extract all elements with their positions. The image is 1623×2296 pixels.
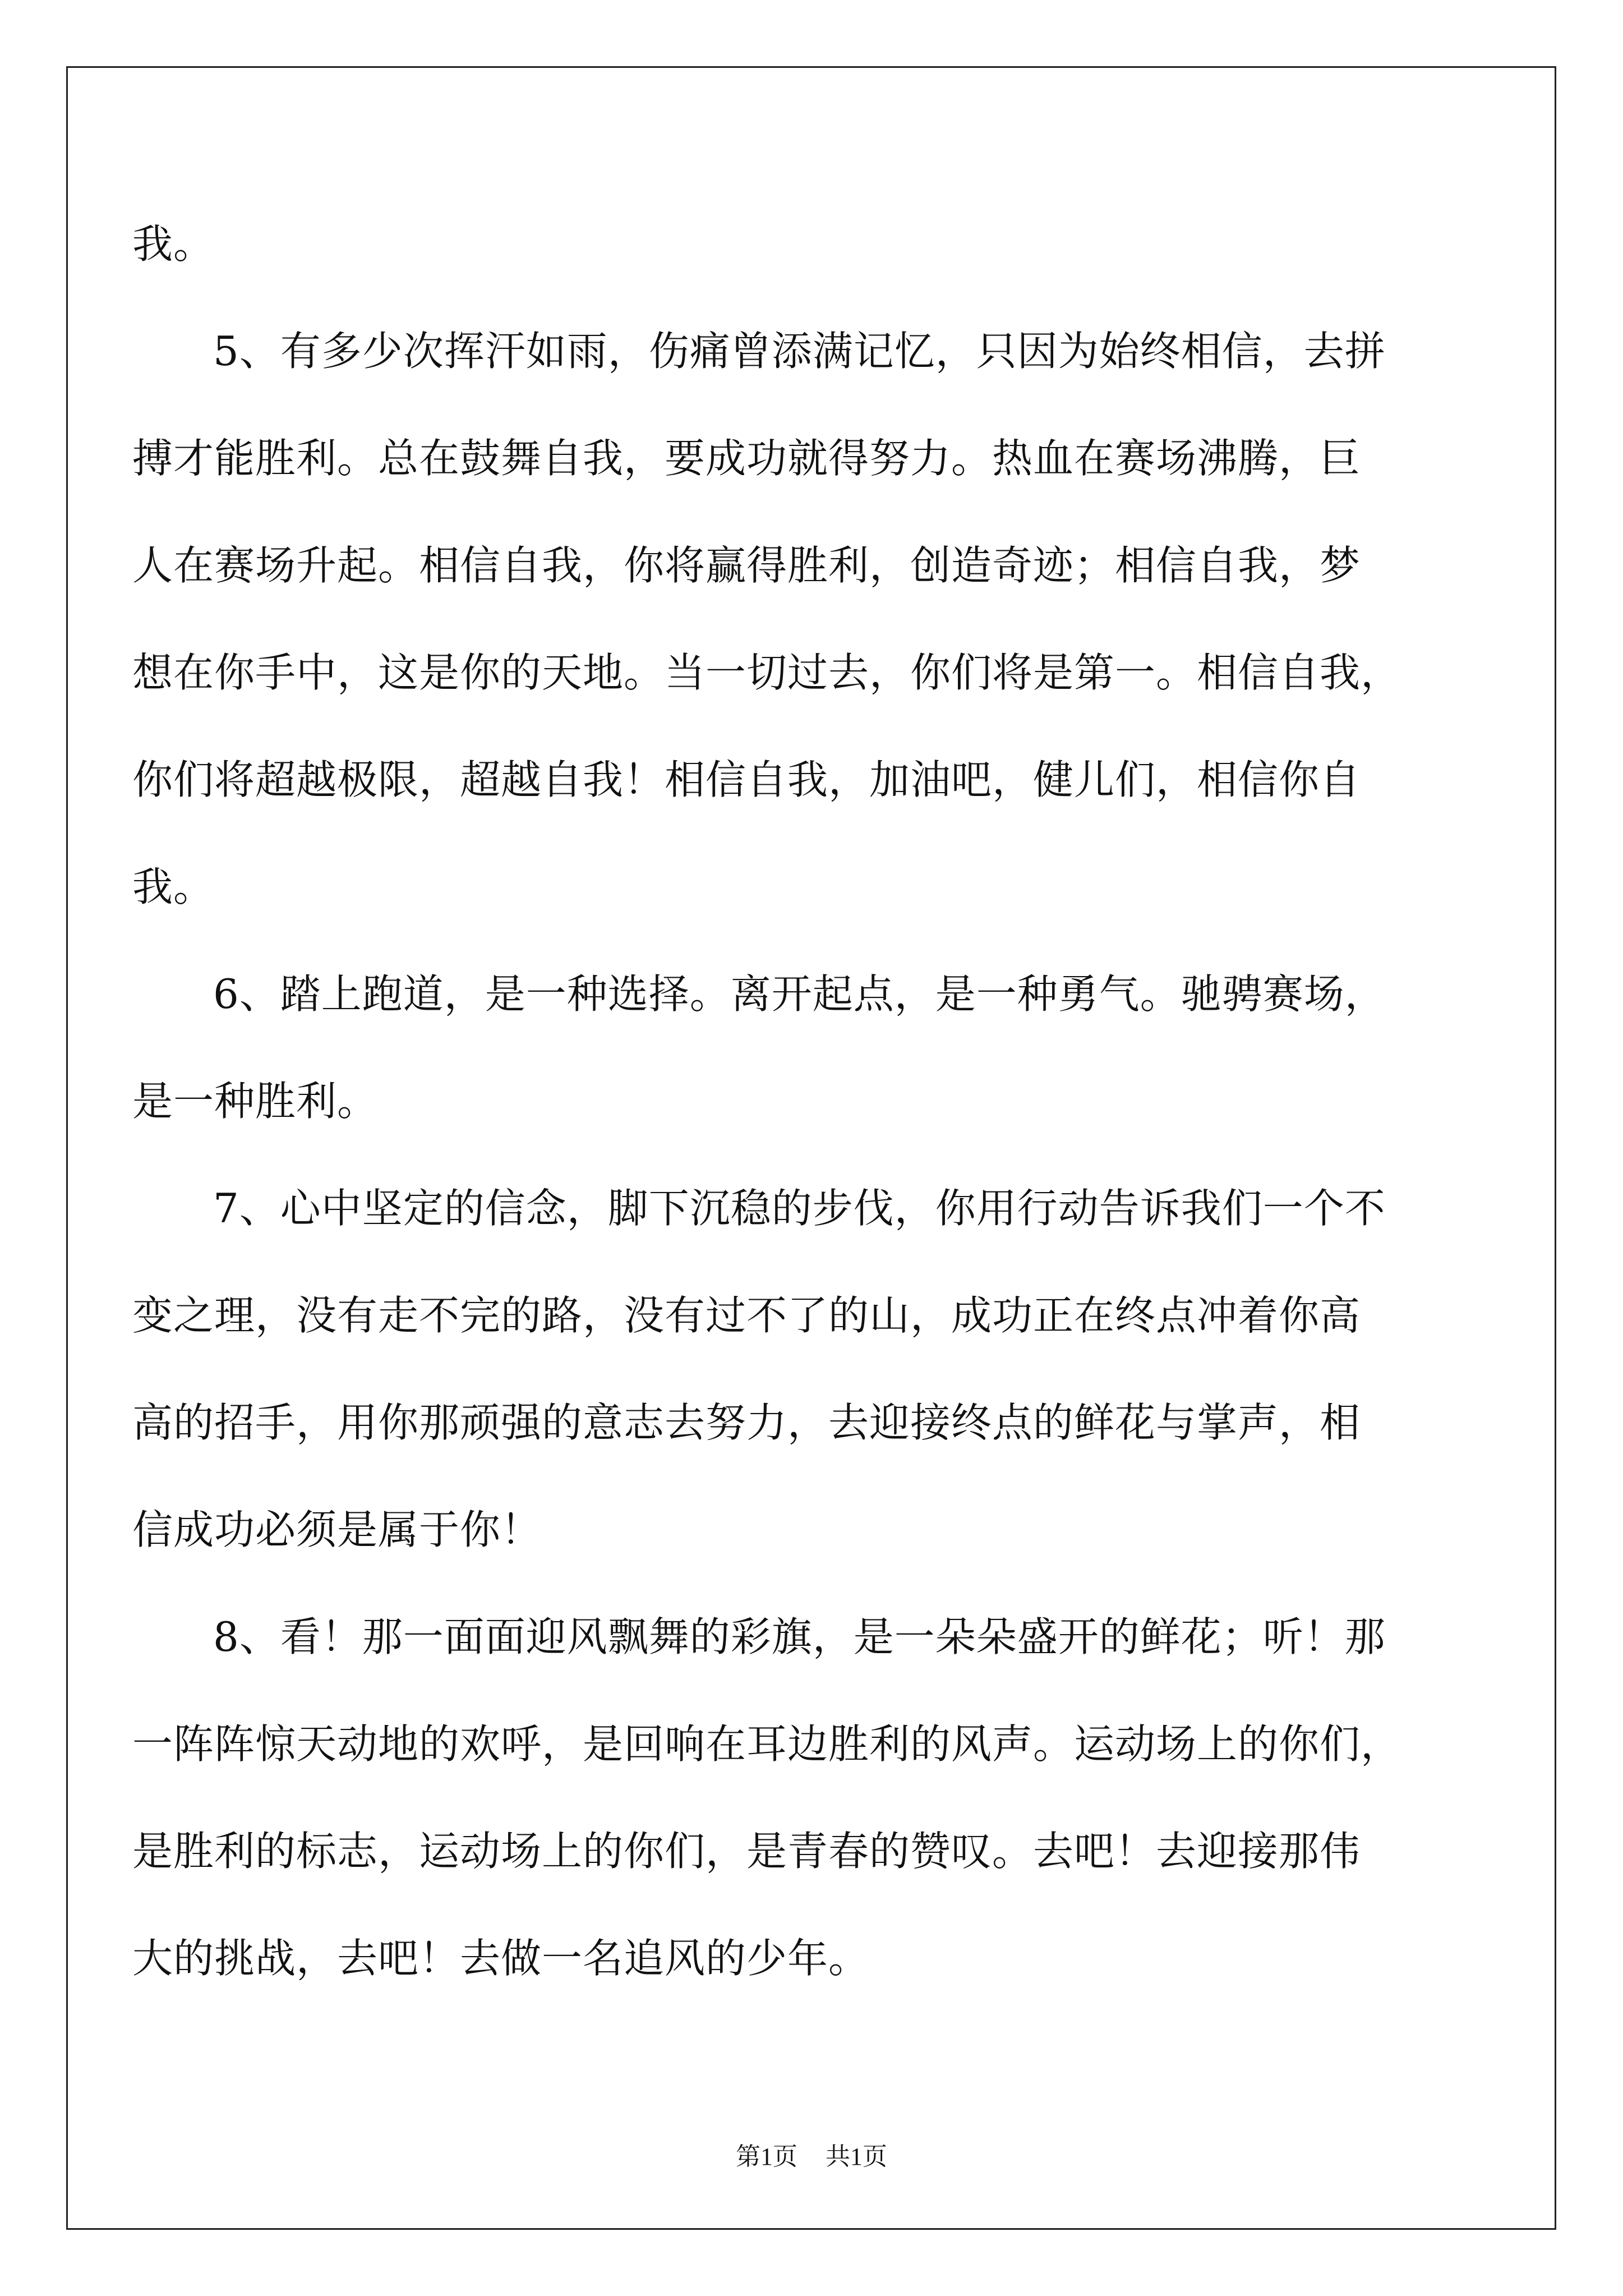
text-line: 高的招手，用你那顽强的意志去努力，去迎接终点的鲜花与掌声，相: [132, 1399, 1361, 1446]
page-number-current: 第1页: [736, 2143, 797, 2170]
text-line: 人在赛场升起。相信自我，你将赢得胜利，创造奇迹；相信自我，梦: [132, 542, 1361, 589]
text-line: 搏才能胜利。总在鼓舞自我，要成功就得努力。热血在赛场沸腾，巨: [132, 435, 1361, 482]
text-line: 是一种胜利。: [132, 1078, 379, 1125]
text-line: 我。: [132, 863, 215, 910]
text-line: 8、看！那一面面迎风飘舞的彩旗，是一朵朵盛开的鲜花；听！那: [213, 1613, 1386, 1660]
text-line: 想在你手中，这是你的天地。当一切过去，你们将是第一。相信自我，: [132, 649, 1402, 696]
text-line: 是胜利的标志，运动场上的你们，是青春的赞叹。去吧！去迎接那伟: [132, 1828, 1361, 1875]
text-line: 大的挑战，去吧！去做一名追风的少年。: [132, 1935, 870, 1982]
text-line: 你们将超越极限，超越自我！相信自我，加油吧，健儿们，相信你自: [132, 756, 1361, 803]
text-line: 5、有多少次挥汗如雨，伤痛曾添满记忆，只因为始终相信，去拼: [213, 328, 1386, 375]
text-line: 信成功必须是属于你！: [132, 1506, 542, 1553]
text-line: 我。: [132, 220, 215, 268]
page-number-total: 共1页: [826, 2143, 887, 2170]
text-line: 一阵阵惊天动地的欢呼，是回响在耳边胜利的风声。运动场上的你们，: [132, 1720, 1402, 1768]
text-line: 6、踏上跑道，是一种选择。离开起点，是一种勇气。驰骋赛场，: [213, 970, 1386, 1018]
document-body: [132, 191, 1439, 2012]
text-line: 7、心中坚定的信念，脚下沉稳的步伐，你用行动告诉我们一个不: [213, 1185, 1386, 1232]
text-block: [132, 191, 1439, 2012]
page-footer: [0, 2136, 1623, 2172]
text-line: 变之理，没有走不完的路，没有过不了的山，成功正在终点冲着你高: [132, 1292, 1361, 1339]
